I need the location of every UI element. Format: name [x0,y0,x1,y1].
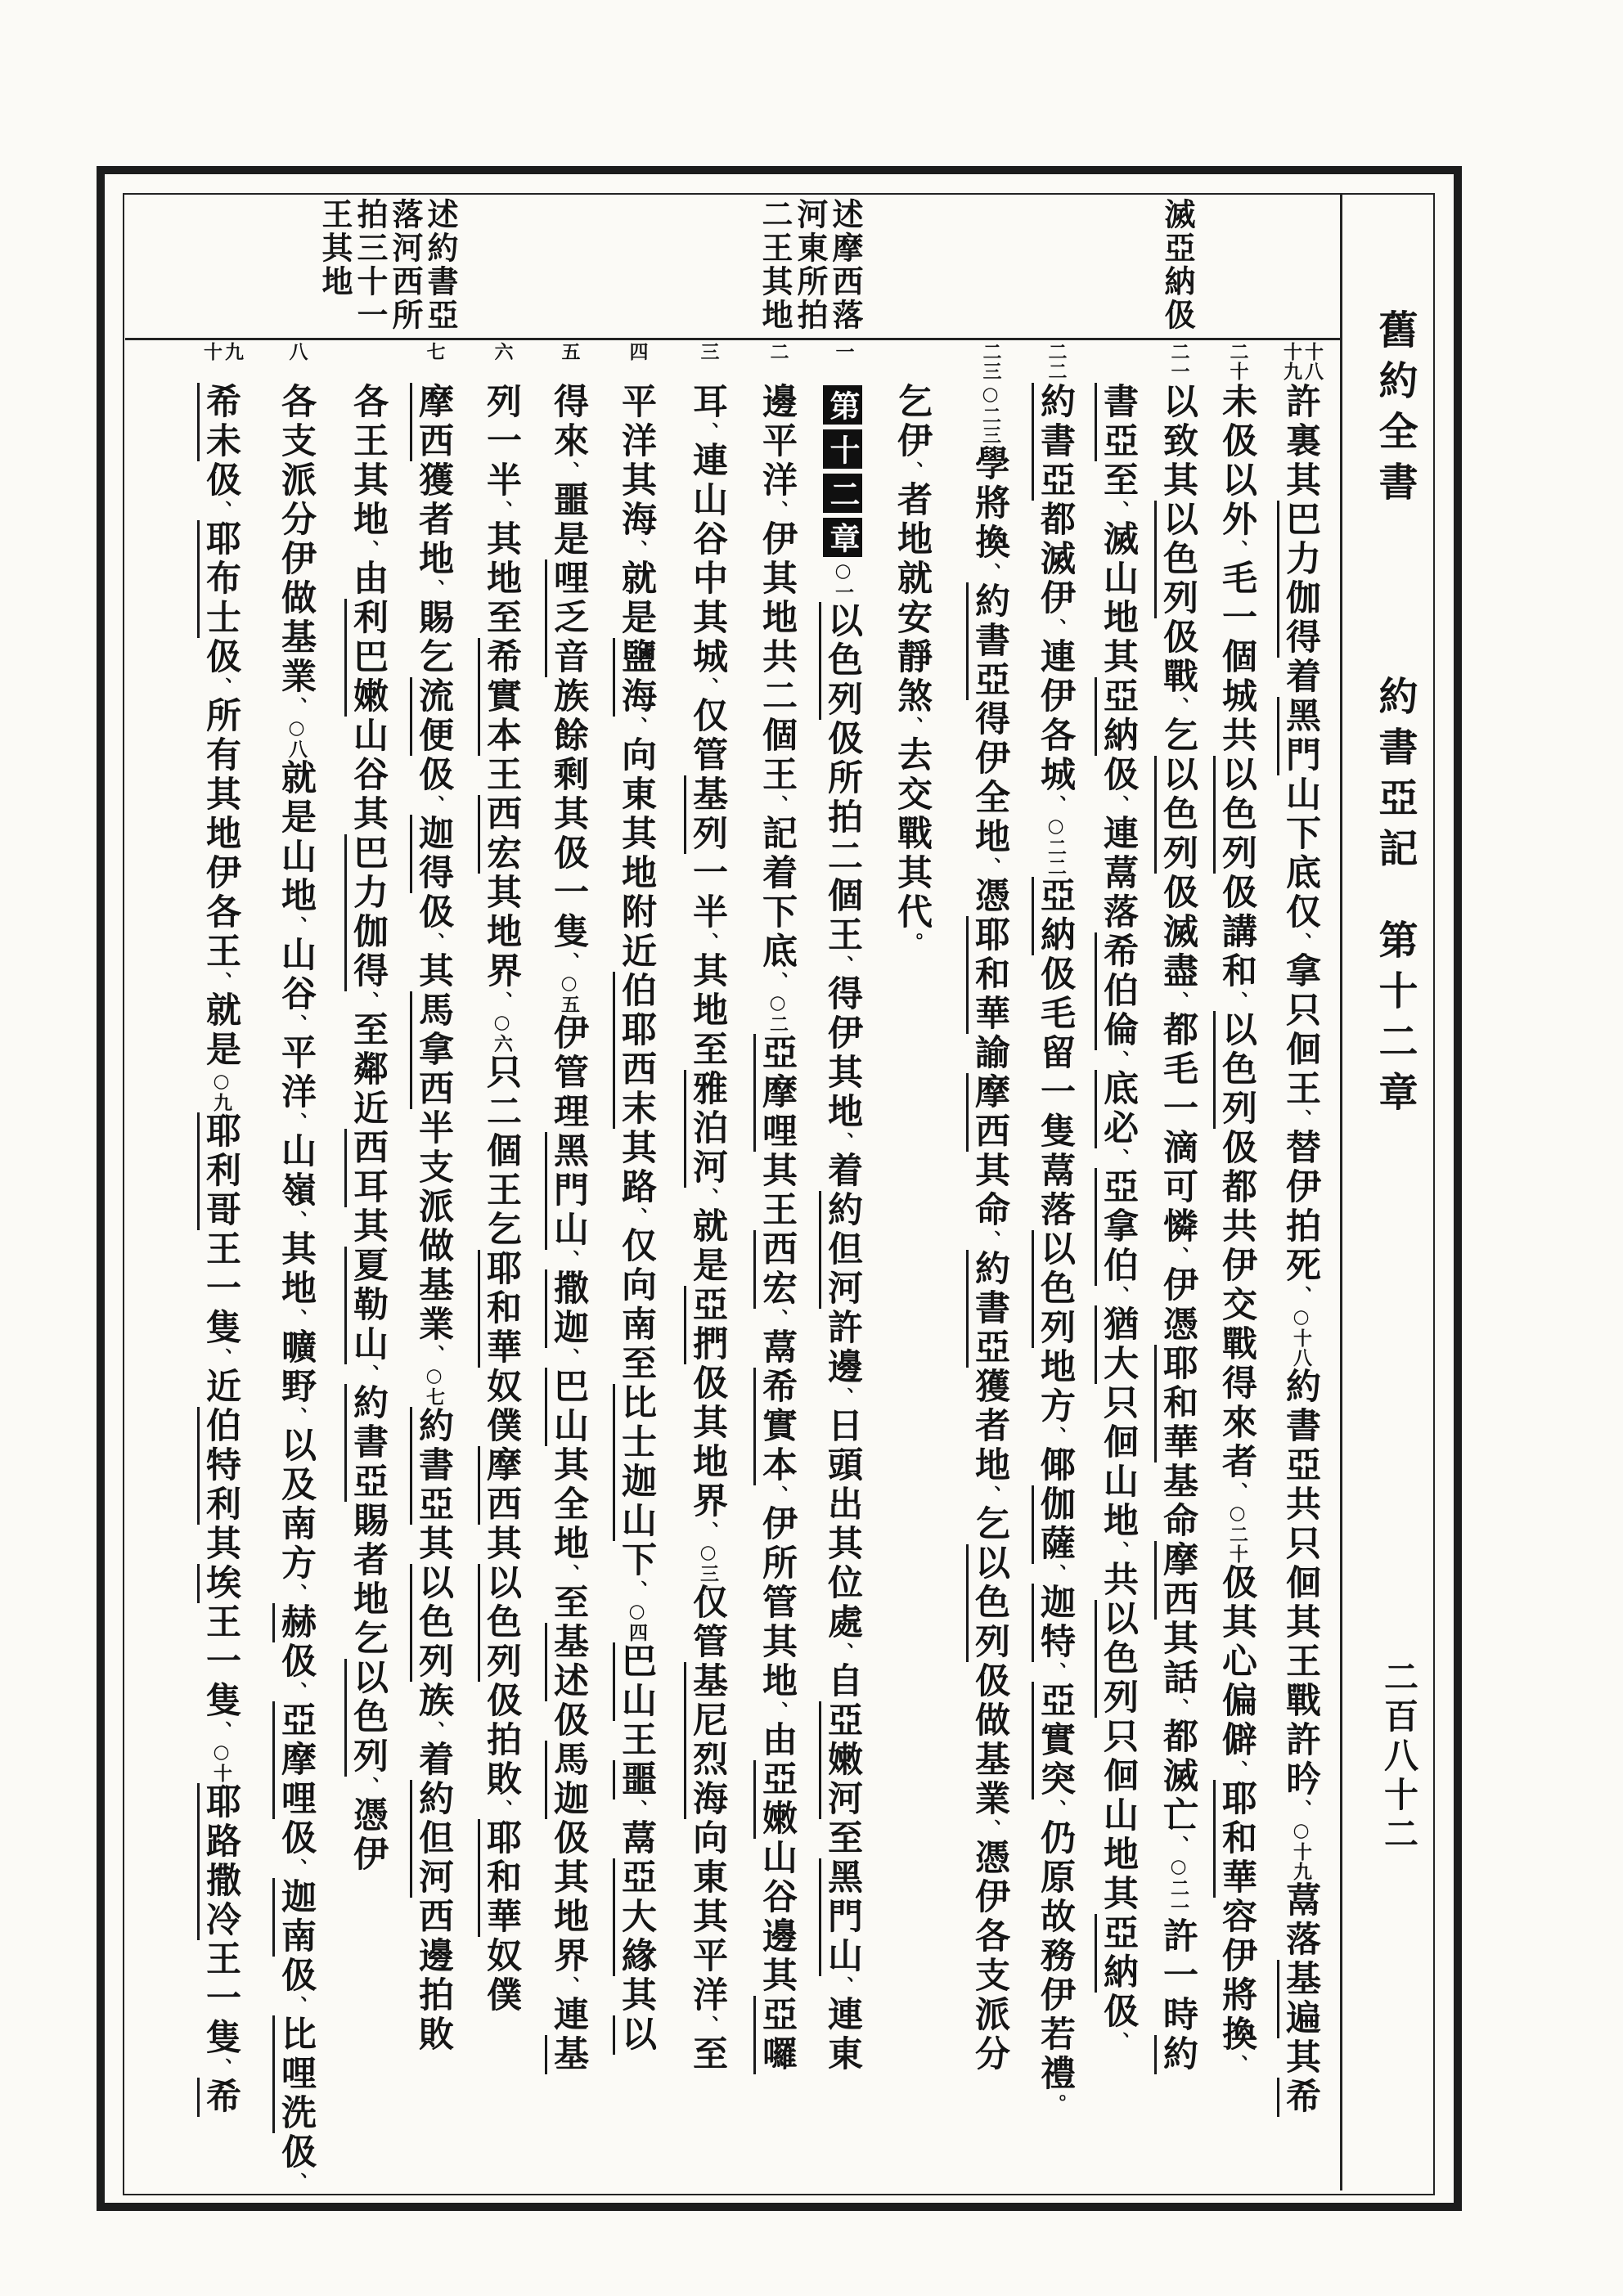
verse-head-marker: 八 [285,342,308,362]
proper-name-marked: 伽薩 [1032,1485,1076,1564]
punctuation: 、 [1167,991,1189,1011]
text-column-1: 許裏其巴力伽得着黑門山下底仅、拿只佪王、替伊拍死、○十八約書亞共只佪其王戰許昑、○十九蒚落基遍其希 [1277,383,1324,2192]
proper-name-marked: 希實本 [478,638,522,756]
text-column-9: 邊平洋、伊其地共二個王、記着下底、○二亞摩哩其王西宏、蒚希實本、伊所管其地、由亞嫩山谷邊其亞囉 [753,383,801,2192]
text-column-12: 得來、噩是哩乏音族餘剩其伋一隻、○五伊管理黑門山、撒迦、巴山其全地、至基述伋馬迦伋其地界、連基 [545,383,592,2192]
proper-name-marked: 迦特 [1032,1584,1076,1662]
proper-name-marked: 希 [197,2078,241,2117]
text-column-13: 列一半、其地至希實本王西宏其地界、○六只二個王乞耶和華奴僕摩西其以色列伋拍敗、耶和華奴僕 [478,383,525,2192]
punctuation: 、 [1226,1482,1248,1502]
punctuation: 、 [1167,1698,1189,1718]
proper-name-marked: 以色列 [1154,756,1198,874]
proper-name-marked: 鹽海 [613,638,657,717]
verse-number-inline: ○二三 [979,383,1001,445]
proper-name-marked: 亞拿伯 [1095,1168,1139,1286]
punctuation: 、 [1226,2055,1248,2074]
punctuation: 、 [357,540,380,559]
proper-name-marked: 以色列 [478,1564,522,1682]
punctuation: 。 [1045,2094,1067,2114]
punctuation: 、 [210,501,232,520]
proper-name-marked: 流便 [410,677,454,756]
proper-name-marked: 馬拿西 [410,991,454,1109]
proper-name-marked: 亞捫 [684,1286,728,1364]
verse-number-inline: ○四 [626,1600,648,1642]
verse-number-inline: ○二二 [1045,815,1067,877]
punctuation: 、 [1226,991,1248,1011]
proper-name-marked: 以色列 [344,1659,389,1777]
verse-head-marker: 二一 [1167,342,1190,381]
punctuation: 、 [285,2172,308,2192]
verse-head-marker: 四 [626,342,649,362]
proper-name-marked: 耶利哥 [197,1112,241,1230]
punctuation: 、 [1045,618,1067,638]
verse-number-inline: ○九 [210,1070,232,1112]
punctuation: 、 [558,1250,580,1269]
punctuation: 、 [210,1348,232,1368]
punctuation: 、 [1108,1148,1130,1168]
punctuation: 、 [423,1345,445,1364]
proper-name-marked: 希伯倫 [1095,932,1139,1050]
text-column-10: 耳、連山谷中其城、仅管基列一半、其地至雅泊河、就是亞捫伋其地界、○三仅管基尼烈海向東其平洋、至 [684,383,731,2192]
text-column-5: 約書亞都滅伊、連伊各城、○二二亞納伋毛留一隻蒚落以色列地方、倻伽薩、迦特、亞實突、仍原故務伊若禮。 [1032,383,1079,2192]
punctuation: 、 [423,932,445,952]
punctuation: 、 [832,1132,854,1152]
chapter-heading-block: 十 [823,429,862,469]
proper-name-marked: 耶和華 [1213,1780,1257,1898]
punctuation: 、 [1108,1541,1130,1561]
verse-number-inline: ○一 [832,559,854,602]
margin-note-divider-line [125,338,1341,340]
punctuation: 、 [285,1309,308,1328]
proper-name-marked: 基遍 [1277,1960,1321,2038]
proper-name-marked: 巴山 [613,1642,657,1721]
punctuation: 、 [357,1777,380,1796]
punctuation: 、 [1045,795,1067,815]
punctuation: 、 [1290,1109,1312,1129]
punctuation: 、 [1226,540,1248,559]
proper-name-marked: 以色列 [1154,501,1198,618]
punctuation: 、 [979,1485,1001,1505]
punctuation: 、 [357,1364,380,1384]
punctuation: 、 [1108,795,1130,815]
punctuation: 、 [1290,932,1312,952]
proper-name-marked: 耶布士 [197,520,241,638]
punctuation: 、 [491,1800,513,1819]
proper-name-marked: 亞摩哩 [272,1701,317,1819]
punctuation: 、 [626,540,648,559]
punctuation: 、 [1167,1835,1189,1855]
punctuation: 、 [626,1580,648,1600]
punctuation: 、 [901,461,924,481]
proper-name-marked: 耶和華 [478,1250,522,1368]
punctuation: 、 [767,1485,789,1505]
punctuation: 、 [626,717,648,736]
proper-name-marked: 哩乏音 [545,559,589,677]
verse-head-marker: 二 [767,342,789,362]
punctuation: 、 [1290,1286,1312,1305]
proper-name-marked: 埃 [197,1564,241,1603]
punctuation: 、 [285,697,308,717]
punctuation: 、 [423,1721,445,1741]
section-title: 約書亞記 [1372,676,1418,878]
proper-name-marked: 基尼烈海 [684,1662,728,1819]
proper-name-marked: 以 [613,2015,657,2055]
proper-name-marked: 希未 [197,383,241,461]
verse-head-marker: 七 [423,342,446,362]
punctuation: 、 [767,972,789,991]
proper-name-marked: 亞納 [1095,1914,1139,1993]
text-column-11: 平洋其海、就是鹽海、向東其地附近伯耶西末其路、仅向南至比士迦山下、○四巴山王噩、蒚亞大緣其以 [613,383,660,2192]
proper-name-marked: 約但河 [819,1191,863,1309]
punctuation: 、 [767,795,789,815]
punctuation: 。 [901,932,924,952]
chapter-heading-block: 章 [823,518,862,557]
punctuation: 、 [832,955,854,975]
punctuation: 、 [697,422,719,442]
proper-name-marked: 亞大緣 [613,1858,657,1976]
proper-name-marked: 基列 [684,775,728,854]
proper-name-marked: 底必 [1095,1070,1139,1148]
verse-head-marker: 五 [558,342,581,362]
proper-name-marked: 西耳 [344,1129,389,1207]
punctuation: 、 [832,1387,854,1407]
punctuation: 、 [901,717,924,736]
chapter-label: 第十二章 [1372,919,1418,1122]
verse-head-marker: 一 [832,342,855,362]
verse-head-marker: 二二 [1045,342,1068,381]
punctuation: 、 [285,1584,308,1603]
proper-name-marked: 以色列 [966,1544,1010,1662]
text-column-6: ○二三學將換、約書亞得伊全地、憑耶和華諭摩西其命、約書亞獲者地、乞以色列伋做基業、憑伊各支派分 [966,383,1014,2192]
proper-name-marked: 約 [1154,2035,1198,2074]
proper-name-marked: 噩 [613,1760,657,1800]
proper-name-marked: 雅泊河 [684,1070,728,1188]
proper-name-marked: 耶和華 [966,916,1010,1034]
text-column-16: 各支派分伊做基業、○八就是山地、山谷、平洋、山嶺、其地、曠野、以及南方、赫伋、亞摩哩伋、迦南伋、比哩洗伋、 [272,383,320,2192]
punctuation: 、 [979,1230,1001,1250]
proper-name-marked: 以色列 [1213,756,1257,874]
proper-name-marked: 約但河 [410,1780,454,1898]
proper-name-marked: 伯耶西末 [613,972,657,1129]
verse-number-inline: ○八 [285,717,308,759]
proper-name-marked: 黑門 [1277,697,1321,775]
chapter-heading-block: 第 [823,385,862,425]
proper-name-marked: 亞納 [1032,877,1076,955]
punctuation: 、 [626,1800,648,1819]
proper-name-marked: 約書亞 [966,1250,1010,1368]
proper-name-marked: 約書亞 [1032,383,1076,501]
text-column-14: 摩西獲者地、賜乞流便伋、迦得伋、其馬拿西半支派做基業、○七約書亞其以色列族、着約但河西邊拍敗 [410,383,457,2192]
punctuation: 、 [558,1564,580,1584]
punctuation: 、 [1108,1286,1130,1305]
punctuation: 、 [1045,1800,1067,1819]
verse-head-marker: 二十 [1226,342,1249,381]
verse-head-marker: 二三 [979,342,1002,381]
proper-name-marked: 亞實突 [1032,1682,1076,1800]
punctuation: 、 [285,1996,308,2015]
proper-name-marked: 摩西 [966,1073,1010,1152]
chapter-heading-block: 二 [823,474,862,513]
proper-name-marked: 摩西 [478,1446,522,1525]
proper-name-marked: 以色列 [1032,1230,1076,1348]
proper-name-marked: 利巴嫩 [344,599,389,717]
punctuation: 、 [697,1188,719,1207]
proper-name-marked: 約書亞 [344,1384,389,1502]
proper-name-marked: 約書亞 [410,1407,454,1525]
verse-number-inline: ○五 [558,972,580,1014]
proper-name-marked: 基 [545,2035,589,2074]
proper-name-marked: 摩西 [1154,1541,1198,1620]
punctuation: 、 [767,501,789,520]
punctuation: 、 [285,1211,308,1230]
verse-head-marker: 十八十九 [1280,342,1324,381]
proper-name-marked: 黑門山 [545,1132,589,1250]
punctuation: 、 [1045,1662,1067,1682]
punctuation: 、 [626,1207,648,1227]
punctuation: 、 [491,991,513,1011]
punctuation: 、 [1108,1050,1130,1070]
punctuation: 、 [210,972,232,991]
proper-name-marked: 伯特利 [197,1407,241,1525]
proper-name-marked: 亞嫩河 [819,1701,863,1819]
proper-name-marked: 約書亞 [966,582,1010,700]
proper-name-marked: 亞囉 [753,1996,798,2074]
text-column-3: 以致其以色列伋戰、乞以色列伋滅盡、都毛一滴可憐、伊憑耶和華基命摩西其話、都滅亡、○二一許一時約 [1154,383,1202,2192]
punctuation: 、 [210,677,232,697]
text-column-15: 各王其地、由利巴嫩山谷其巴力伽得、至鄰近西耳其夏勒山、約書亞賜者地乞以色列、憑伊 [344,383,392,2192]
text-column-4: 書亞至、滅山地其亞納伋、連蒚落希伯倫、底必、亞拿伯、猶大只佪山地、共以色列只佪山地其亞納伋、 [1095,383,1142,2192]
punctuation: 、 [285,1014,308,1034]
proper-name-marked: 以色列 [819,602,863,720]
proper-name-marked: 書亞 [1095,383,1139,461]
punctuation: 、 [1226,1760,1248,1780]
verse-number-inline: ○二 [767,991,789,1034]
proper-name-marked: 西宏 [478,795,522,874]
punctuation: 、 [697,1521,719,1541]
proper-name-marked: 巴山 [545,1368,589,1446]
verse-head-marker: 三 [697,342,720,362]
verse-number-inline: ○七 [423,1364,445,1407]
proper-name-marked: 夏勒山 [344,1247,389,1364]
punctuation: 、 [1167,1247,1189,1266]
margin-note-anakim: 滅亞納伋 [1159,198,1196,332]
punctuation: 、 [558,1976,580,1996]
proper-name-marked: 摩西 [410,383,454,461]
margin-note-east-kings: 述摩西落河東所拍二王其地 [757,198,864,332]
proper-name-marked: 耶和華 [1154,1345,1198,1463]
margin-note-west-kings: 述約書亞落河西所拍三十一王其地 [317,198,459,332]
text-column-8: 第十二章○一以色列伋所拍二個王、得伊其地、着約但河許邊、日頭出其位處、自亞嫩河至黑門山、連東 [819,383,866,2192]
punctuation: 、 [697,677,719,697]
proper-name-marked: 迦得 [410,815,454,893]
proper-name-marked: 比士迦山 [613,1384,657,1541]
verse-head-marker: 六 [491,342,514,362]
punctuation: 、 [423,795,445,815]
proper-name-marked: 希實本 [753,1368,798,1485]
proper-name-marked: 西宏 [753,1230,798,1309]
punctuation: 、 [1045,1564,1067,1584]
verse-number-inline: ○二十 [1226,1502,1248,1564]
verse-number-inline: ○三 [697,1541,719,1584]
punctuation: 、 [979,857,1001,877]
punctuation: 、 [558,1348,580,1368]
verse-number-inline: ○六 [491,1011,513,1054]
punctuation: 、 [1290,1800,1312,1819]
proper-name-marked: 黑門山 [819,1858,863,1976]
proper-name-marked: 撒迦 [545,1269,589,1348]
punctuation: 、 [423,579,445,599]
punctuation: 、 [1108,2032,1130,2051]
punctuation: 、 [285,1682,308,1701]
proper-name-marked: 以色列 [1213,1011,1257,1129]
proper-name-marked: 赫 [272,1603,317,1642]
punctuation: 、 [767,1701,789,1721]
proper-name-marked: 亞納 [1095,677,1139,756]
proper-name-marked: 巴力伽得 [1277,501,1321,658]
proper-name-marked: 以色列 [410,1564,454,1682]
proper-name-marked: 亞摩哩 [753,1034,798,1152]
page-number: 二百八十二 [1379,1659,1419,1855]
punctuation: 、 [697,2015,719,2035]
punctuation: 、 [1108,501,1130,520]
proper-name-marked: 希 [1277,2078,1321,2117]
punctuation: 、 [832,1976,854,1996]
proper-name-marked: 基述 [545,1623,589,1701]
punctuation: 、 [979,1819,1001,1839]
verse-number-inline: ○十九 [1290,1819,1312,1881]
punctuation: 、 [697,932,719,952]
proper-name-marked: 以色列 [1095,1600,1139,1718]
punctuation: 、 [979,563,1001,582]
punctuation: 、 [210,1721,232,1741]
punctuation: 、 [767,1309,789,1328]
punctuation: 、 [558,952,580,972]
title-column-divider-line [1340,195,1342,2190]
text-column-7: 乞伊、者地就安靜煞、去交戰其代。 [892,383,933,952]
proper-name-marked: 馬迦 [545,1741,589,1819]
punctuation: 、 [558,461,580,481]
punctuation: 、 [1167,697,1189,717]
proper-name-marked: 比哩洗 [272,2015,317,2133]
proper-name-marked: 耶和華 [478,1819,522,1937]
proper-name-marked: 亞嫩 [753,1760,798,1839]
proper-name-marked: 迦南 [272,1878,317,1957]
punctuation: 、 [357,991,380,1011]
text-column-17: 希未伋、耶布士伋、所有其地伊各王、就是○九耶利哥王一隻、近伯特利其埃王一隻、○十耶路撒冷王一隻、希 [197,383,245,2192]
proper-name-marked: 耶路撒冷 [197,1783,241,1940]
punctuation: 、 [285,1858,308,1878]
punctuation: 、 [285,1112,308,1132]
proper-name-marked: 猶大 [1095,1305,1139,1384]
punctuation: 、 [285,1407,308,1427]
verse-number-inline: ○十 [210,1741,232,1783]
verse-head-marker: 九十 [200,342,244,362]
proper-name-marked: 巴力伽得 [344,834,389,991]
verse-number-inline: ○十八 [1290,1305,1312,1368]
text-column-2: 未伋以外、毛一個城共以色列伋講和、以色列伋都共伊交戰得來者、○二十伋其心偏僻、耶和華容伊將換、 [1213,383,1261,2192]
book-title: 舊約全書 [1372,309,1418,512]
punctuation: 、 [1045,1427,1067,1446]
punctuation: 、 [210,2058,232,2078]
punctuation: 、 [491,501,513,520]
punctuation: 、 [285,916,308,936]
verse-number-inline: ○二一 [1167,1855,1189,1917]
punctuation: 、 [832,1642,854,1662]
